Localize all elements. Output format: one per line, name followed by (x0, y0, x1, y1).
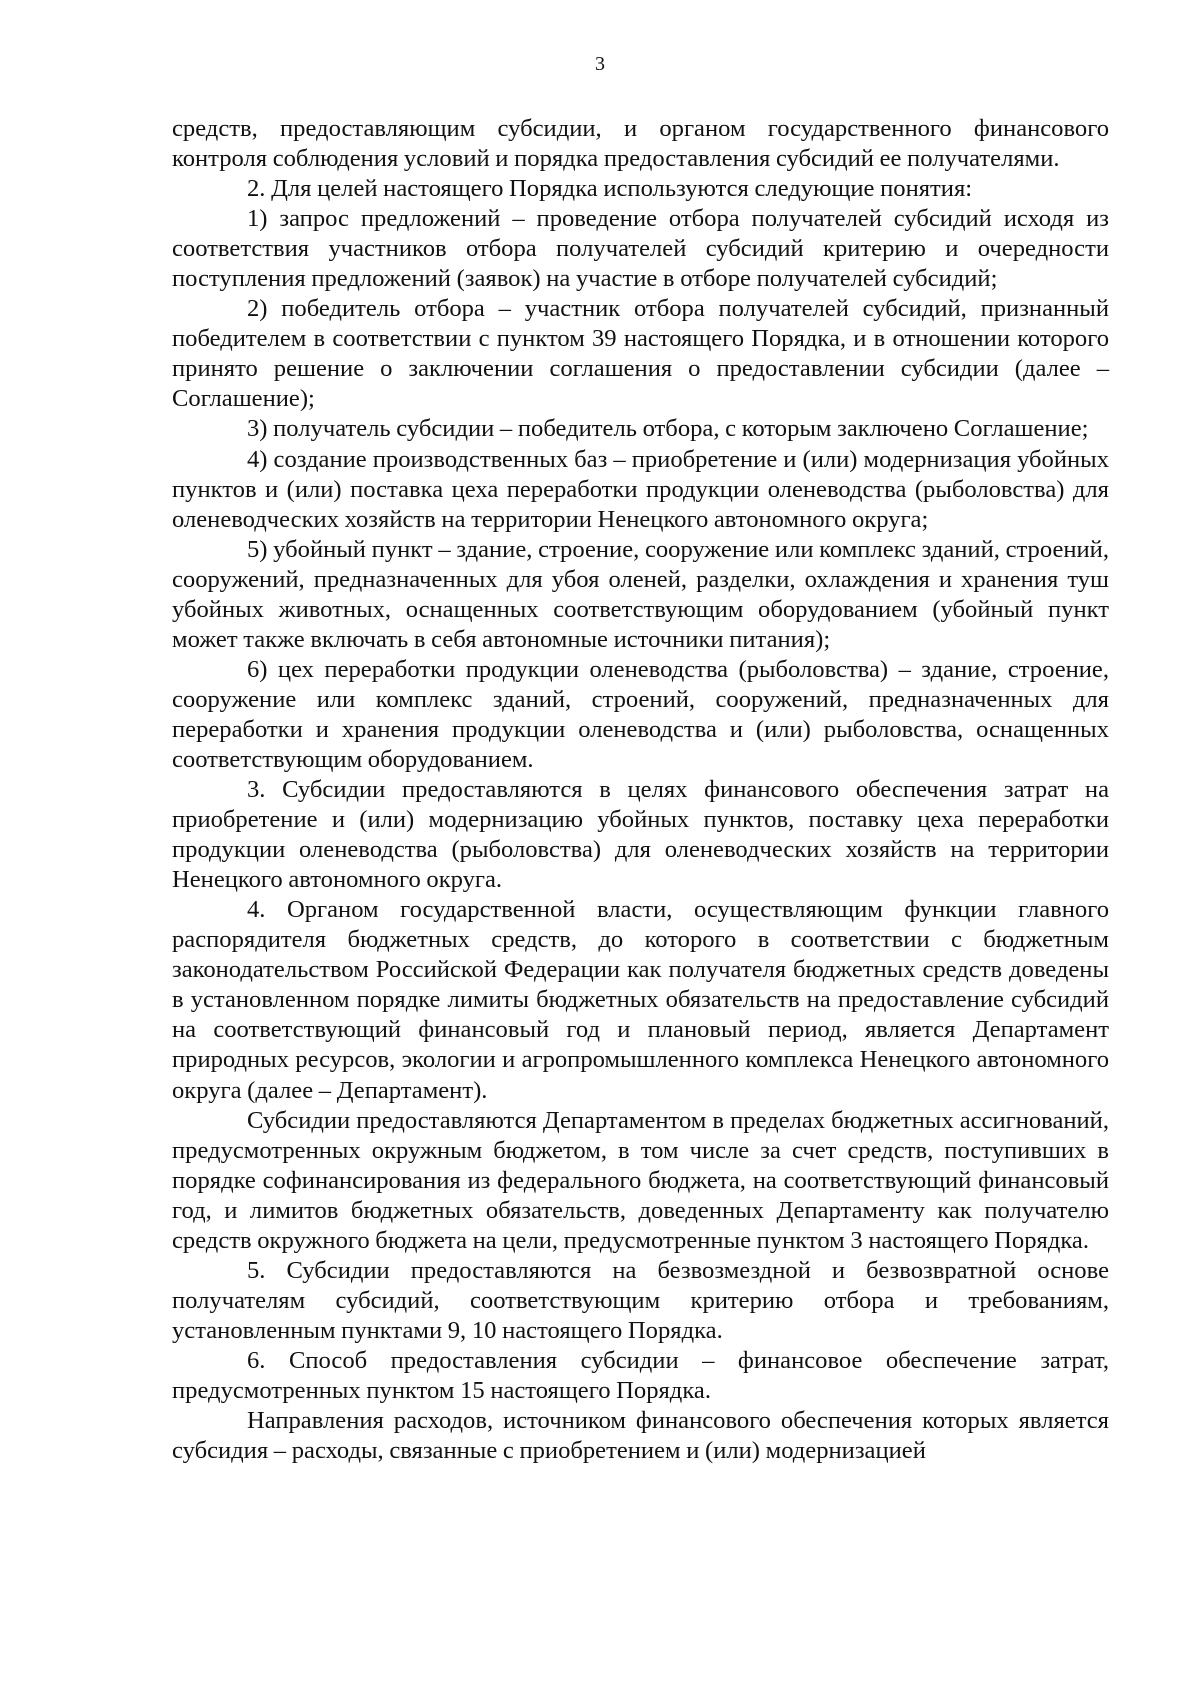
definition-slaughter-point: 5) убойный пункт – здание, строение, сооружение или комплекс зданий, строений, сооружений, предназначенных для убоя оленей, разделки, охлаждения и хранения туш убойных животных, оснащенных соответствующим оборудованием (убойный пункт может также включать в себя автономные источники питания); (172, 535, 1109, 653)
paragraph-item-5: 5. Субсидии предоставляются на безвозмездной и безвозвратной основе получателям субсидий, соответствующим критерию отбора и требованиям, установленным пунктами 9, 10 настоящего Порядка. (172, 1256, 1109, 1344)
definition-selection-winner: 2) победитель отбора – участник отбора получателей субсидий, признанный победителем в соответствии с пунктом 39 настоящего Порядка, и в отношении которого принято решение о заключении соглашения о предоставлении субсидии (далее – Соглашение); (172, 295, 1109, 413)
page-number: 3 (595, 53, 605, 75)
paragraph-item-2: 2. Для целей настоящего Порядка используются следующие понятия: (247, 175, 973, 203)
paragraph-item-6-continued: Направления расходов, источником финансового обеспечения которых является субсидия – расходы, связанные с приобретением и (или) модернизацией (172, 1407, 1109, 1465)
definition-production-bases: 4) создание производственных баз – приобретение и (или) модернизация убойных пунктов и (или) поставка цеха переработки продукции оленеводства (рыболовства) для оленеводческих хозяйств на территории Ненецкого автономного округа; (172, 445, 1109, 533)
paragraph-item-3: 3. Субсидии предоставляются в целях финансового обеспечения затрат на приобретение и (или) модернизацию убойных пунктов, поставку цеха переработки продукции оленеводства (рыболовства) для оленеводческих хозяйств на территории Ненецкого автономного округа. (172, 776, 1109, 894)
paragraph-item-4: 4. Органом государственной власти, осуществляющим функции главного распорядителя бюджетных средств, до которого в соответствии с бюджетным законодательством Российской Федерации как получателя бюджетных средств доведены в установленном порядке лимиты бюджетных обязательств на предоставление субсидий на соответствующий финансовый год и плановый период, является Департамент природных ресурсов, экологии и агропромышленного комплекса Ненецкого автономного округа (далее – Департамент). (172, 896, 1109, 1104)
paragraph-item-6: 6. Способ предоставления субсидии – финансовое обеспечение затрат, предусмотренных пунктом 15 настоящего Порядка. (172, 1346, 1109, 1404)
document-body (172, 114, 1109, 1466)
paragraph-continuation: средств, предоставляющим субсидии, и органом государственного финансового контроля соблюдения условий и порядка предоставления субсидий ее получателями. (172, 115, 1109, 173)
definition-request-for-proposals: 1) запрос предложений – проведение отбора получателей субсидий исходя из соответствия участников отбора получателей субсидий критерию и очередности поступления предложений (заявок) на участие в отборе получателей субсидий; (172, 205, 1109, 293)
definition-processing-shop: 6) цех переработки продукции оленеводства (рыболовства) – здание, строение, сооружение или комплекс зданий, строений, сооружений, предназначенных для переработки и хранения продукции оленеводства и (или) рыболовства, оснащенных соответствующим оборудованием. (172, 655, 1109, 773)
paragraph-item-4-continued: Субсидии предоставляются Департаментом в пределах бюджетных ассигнований, предусмотренных окружным бюджетом, в том числе за счет средств, поступивших в порядке софинансирования из федерального бюджета, на соответствующий финансовый год, и лимитов бюджетных обязательств, доведенных Департаменту как получателю средств окружного бюджета на цели, предусмотренные пунктом 3 настоящего Порядка. (172, 1106, 1109, 1254)
definition-subsidy-recipient: 3) получатель субсидии – победитель отбора, с которым заключено Соглашение; (247, 415, 1089, 443)
